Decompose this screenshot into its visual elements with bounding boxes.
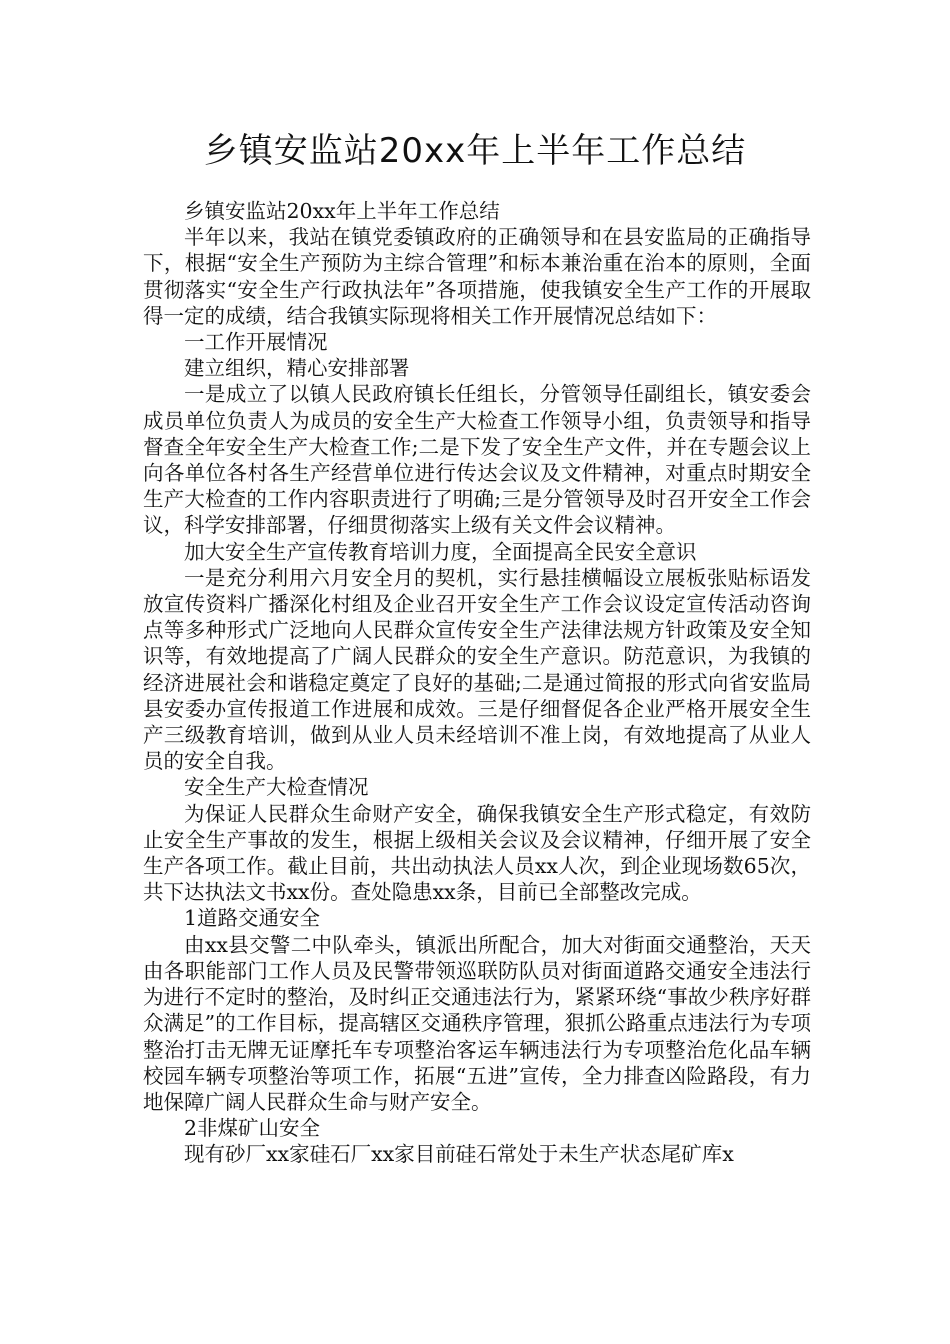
section-heading: 建立组织，精心安排部署 <box>184 356 410 381</box>
section-heading: 加大安全生产宣传教育培训力度，全面提高全民安全意识 <box>184 539 697 564</box>
paragraph: 现有砂厂xx家硅石厂xx家目前硅石常处于未生产状态尾矿库x <box>184 1142 734 1167</box>
paragraph: 由xx县交警二中队牵头，镇派出所配合，加大对街面交通整治，天天由各职能部门工作人员及民警带领巡联防队员对街面道路交通安全违法行为进行不定时的整治，及时纠正交通违法行为，紧紧环绕“事故少秩序好群众满足”的工作目标，提高辖区交通秩序管理，狠抓公路重点违法行为专项整治打击无牌无证摩托车专项整治客运车辆违法行为专项整治危化品车辆校园车辆专项整治等项工作，拓展“五进”宣传，全力排查凶险路段，有力地保障广阔人民群众生命与财产安全。 <box>143 932 811 1114</box>
section-heading: 安全生产大检查情况 <box>184 775 369 800</box>
paragraph: 乡镇安监站20xx年上半年工作总结 <box>184 199 500 223</box>
section-heading: 1道路交通安全 <box>184 906 321 931</box>
document-body <box>143 198 811 1168</box>
section-heading: 一工作开展情况 <box>184 330 328 355</box>
paragraph: 一是成立了以镇人民政府镇长任组长，分管领导任副组长，镇安委会成员单位负责人为成员的安全生产大检查工作领导小组，负责领导和指导督查全年安全生产大检查工作;二是下发了安全生产文件，并在专题会议上向各单位各村各生产经营单位进行传达会议及文件精神，对重点时期安全生产大检查的工作内容职责进行了明确;三是分管领导及时召开安全工作会议，科学安排部署，仔细贯彻落实上级有关文件会议精神。 <box>143 382 811 538</box>
paragraph: 为保证人民群众生命财产安全，确保我镇安全生产形式稳定，有效防止安全生产事故的发生，根据上级相关会议及会议精神，仔细开展了安全生产各项工作。截止目前，共出动执法人员xx人次，到企业现场数65次，共下达执法文书xx份。查处隐患xx条，目前已全部整改完成。 <box>143 801 811 905</box>
section-heading: 2非煤矿山安全 <box>184 1116 321 1141</box>
document-title: 乡镇安监站20xx年上半年工作总结 <box>203 131 747 171</box>
paragraph: 一是充分利用六月安全月的契机，实行悬挂横幅设立展板张贴标语发放宣传资料广播深化村组及企业召开安全生产工作会议设定宣传活动咨询点等多种形式广泛地向人民群众宣传安全生产法律法规方针政策及安全知识等，有效地提高了广阔人民群众的安全生产意识。防范意识，为我镇的经济进展社会和谐稳定奠定了良好的基础;二是通过简报的形式向省安监局县安委办宣传报道工作进展和成效。三是仔细督促各企业严格开展安全生产三级教育培训，做到从业人员未经培训不准上岗，有效地提高了从业人员的安全自我。 <box>143 565 811 774</box>
paragraph: 半年以来，我站在镇党委镇政府的正确领导和在县安监局的正确指导下，根据“安全生产预防为主综合管理”和标本兼治重在治本的原则，全面贯彻落实“安全生产行政执法年”各项措施，使我镇安全生产工作的开展取得一定的成绩，结合我镇实际现将相关工作开展情况总结如下： <box>143 225 811 328</box>
